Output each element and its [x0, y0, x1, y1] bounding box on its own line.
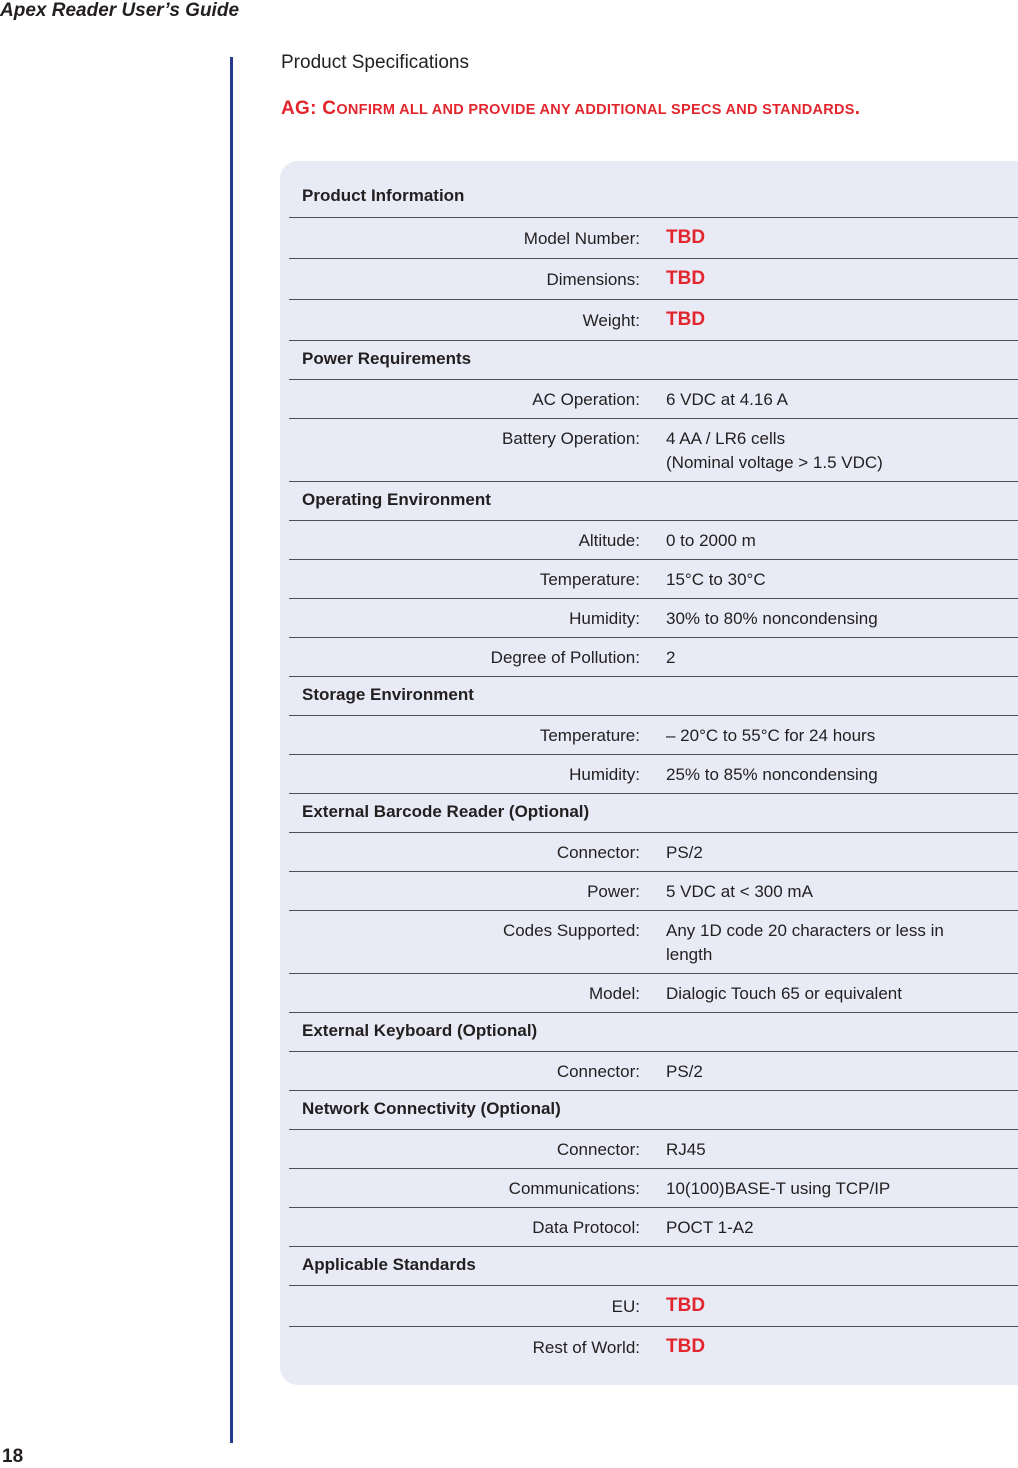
- spec-label: Rest of World:: [532, 1338, 640, 1357]
- spec-value: [666, 427, 986, 475]
- spec-label: Power:: [587, 882, 640, 901]
- spec-row: [289, 418, 1018, 481]
- spec-value: TBD: [666, 309, 706, 330]
- spec-value: 10(100)BASE-T using TCP/IP: [666, 1179, 891, 1198]
- spec-label: Temperature:: [539, 726, 640, 745]
- editor-note: [281, 98, 860, 120]
- running-head: Apex Reader User’s Guide: [0, 0, 240, 21]
- spec-row: [289, 299, 1018, 340]
- spec-value: TBD: [666, 227, 706, 248]
- spec-label: Connector:: [556, 843, 640, 862]
- spec-row: [289, 637, 1018, 676]
- spec-label: EU:: [611, 1297, 640, 1316]
- section-heading: Network Connectivity (Optional): [302, 1099, 561, 1118]
- spec-row: [289, 1326, 1018, 1367]
- spec-label: Model Number:: [523, 229, 640, 248]
- spec-value: RJ45: [666, 1140, 706, 1159]
- section-heading: Storage Environment: [302, 685, 474, 704]
- spec-value: 25% to 85% noncondensing: [666, 765, 878, 784]
- section-heading: External Barcode Reader (Optional): [302, 802, 590, 821]
- spec-label: Altitude:: [578, 531, 640, 550]
- section-heading: Operating Environment: [302, 490, 491, 509]
- spec-row: [289, 1129, 1018, 1168]
- note-prefix: AG: C: [281, 98, 337, 119]
- spec-value: 30% to 80% noncondensing: [666, 609, 878, 628]
- spec-label: Weight:: [582, 311, 640, 330]
- spec-row: [289, 832, 1018, 871]
- spec-row: [289, 754, 1018, 793]
- spec-value: 15°C to 30°C: [666, 570, 766, 589]
- spec-value: PS/2: [666, 843, 703, 862]
- note-text: ONFIRM ALL AND PROVIDE ANY ADDITIONAL SPECS AND STANDARDS: [336, 102, 855, 118]
- section-heading-row: [289, 676, 1018, 715]
- spec-value: – 20°C to 55°C for 24 hours: [666, 726, 876, 745]
- section-heading-row: [289, 1090, 1018, 1129]
- spec-label: Data Protocol:: [532, 1218, 640, 1237]
- spec-label: Humidity:: [569, 765, 640, 784]
- spec-value: POCT 1-A2: [666, 1218, 754, 1237]
- section-heading-row: [289, 1012, 1018, 1051]
- spec-value: Dialogic Touch 65 or equivalent: [666, 984, 902, 1003]
- margin-rule: [230, 57, 233, 1443]
- spec-value: PS/2: [666, 1062, 703, 1081]
- spec-label: Connector:: [556, 1062, 640, 1081]
- spec-label: Humidity:: [569, 609, 640, 628]
- spec-label: Model:: [588, 984, 640, 1003]
- spec-value: 6 VDC at 4.16 A: [666, 390, 788, 409]
- section-heading: Applicable Standards: [302, 1255, 476, 1274]
- spec-label: Codes Supported:: [502, 921, 640, 940]
- spec-label: Communications:: [508, 1179, 640, 1198]
- section-heading-row: [289, 1246, 1018, 1285]
- spec-value: 2: [666, 648, 676, 667]
- section-heading-row: [289, 178, 1018, 217]
- spec-row: [289, 910, 1018, 973]
- spec-label: AC Operation:: [532, 390, 640, 409]
- spec-row: [289, 871, 1018, 910]
- spec-row: [289, 258, 1018, 299]
- note-suffix: .: [854, 98, 861, 119]
- spec-label: Connector:: [556, 1140, 640, 1159]
- section-heading-row: [289, 793, 1018, 832]
- spec-value: TBD: [666, 1295, 706, 1316]
- section-heading: Product Information: [302, 186, 465, 205]
- spec-table: [280, 161, 1018, 1385]
- spec-value: Any 1D code 20 characters or less in length: [666, 921, 944, 964]
- spec-row: [289, 217, 1018, 258]
- spec-row: [289, 1207, 1018, 1246]
- section-heading-row: [289, 481, 1018, 520]
- spec-row: [289, 520, 1018, 559]
- spec-label: Degree of Pollution:: [490, 648, 640, 667]
- spec-value: 5 VDC at < 300 mA: [666, 882, 813, 901]
- spec-row: [289, 598, 1018, 637]
- section-heading: External Keyboard (Optional): [302, 1021, 538, 1040]
- page-number: 18: [2, 1446, 24, 1467]
- spec-value-line: 4 AA / LR6 cells: [666, 429, 786, 448]
- page-title: Product Specifications: [281, 52, 469, 73]
- spec-value: 0 to 2000 m: [666, 531, 756, 550]
- spec-row: [289, 559, 1018, 598]
- spec-value: TBD: [666, 268, 706, 289]
- spec-value-line: (Nominal voltage > 1.5 VDC): [666, 453, 883, 472]
- spec-row: [289, 715, 1018, 754]
- spec-value: TBD: [666, 1336, 706, 1357]
- spec-label: Battery Operation:: [502, 429, 640, 448]
- spec-row: [289, 379, 1018, 418]
- spec-row: [289, 1168, 1018, 1207]
- spec-label: Temperature:: [539, 570, 640, 589]
- section-heading: Power Requirements: [302, 349, 472, 368]
- spec-row: [289, 973, 1018, 1012]
- spec-row: [289, 1051, 1018, 1090]
- section-heading-row: [289, 340, 1018, 379]
- spec-label: Dimensions:: [546, 270, 640, 289]
- spec-row: [289, 1285, 1018, 1326]
